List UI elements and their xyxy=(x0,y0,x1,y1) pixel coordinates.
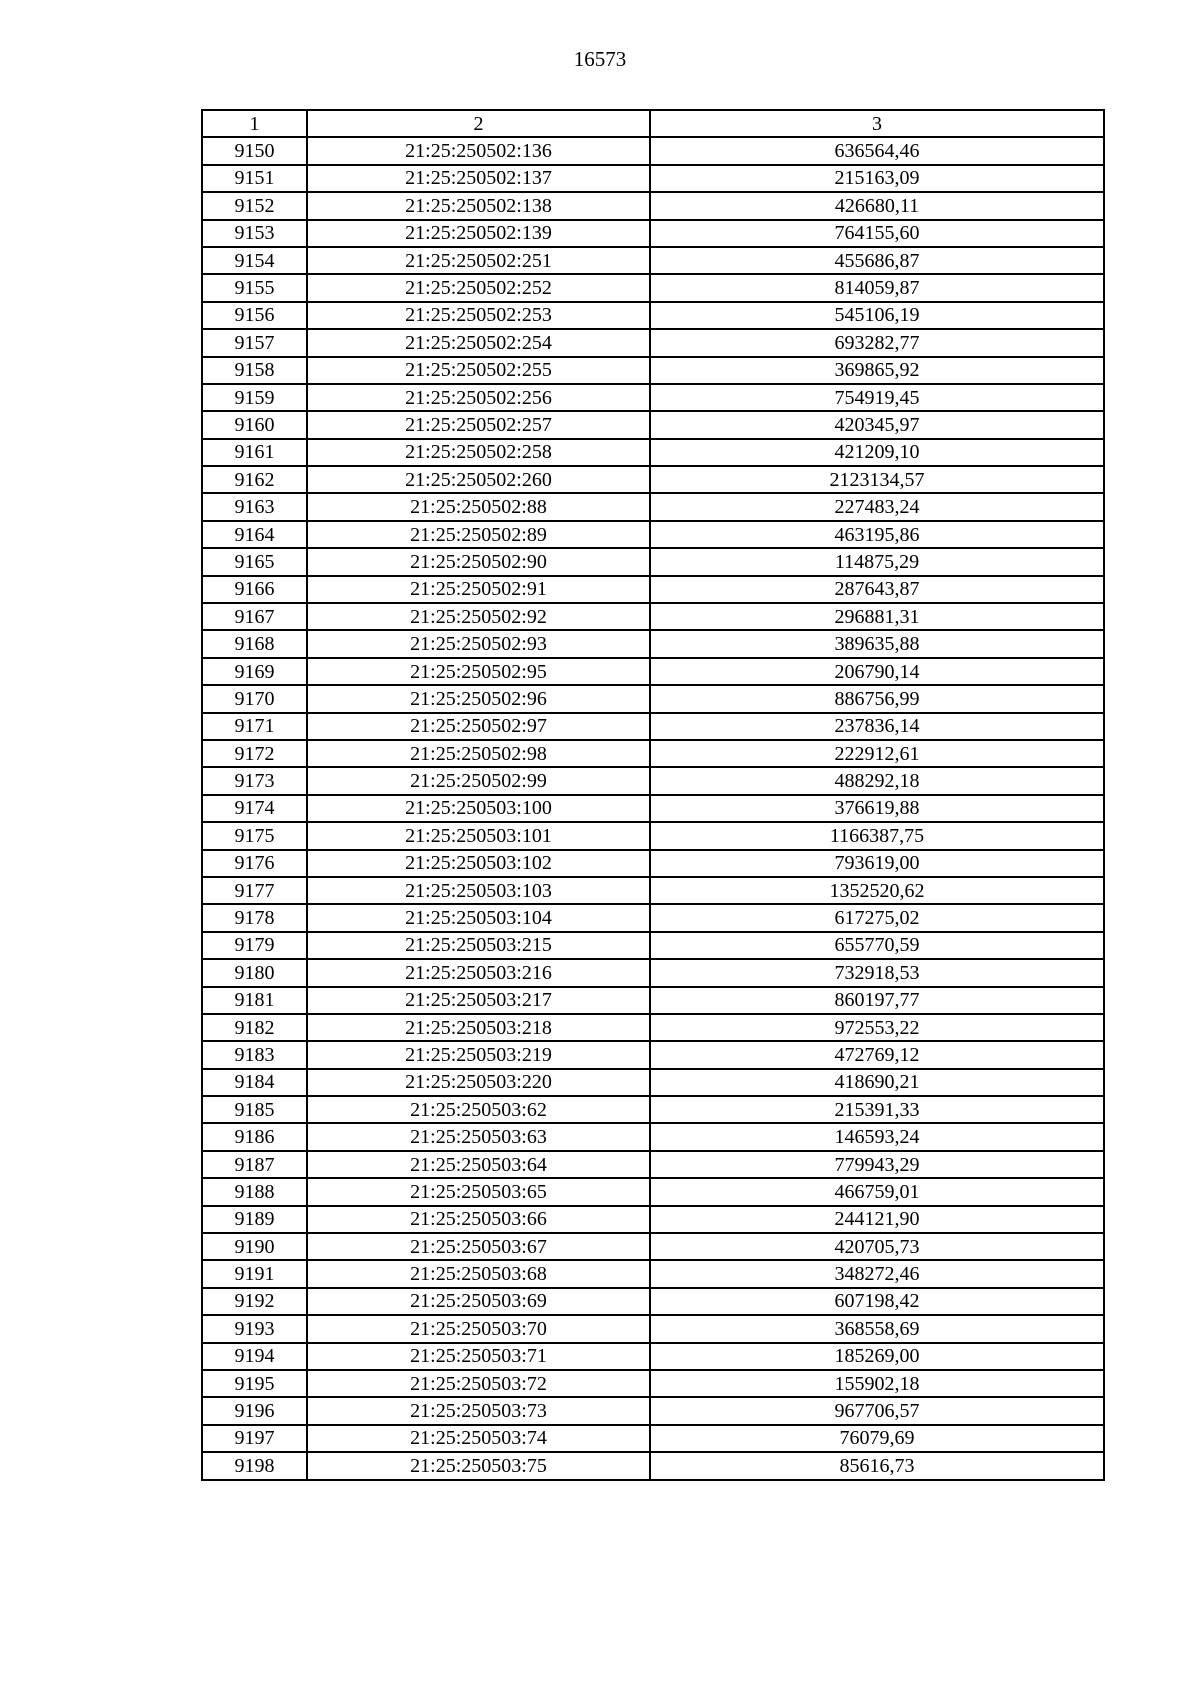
row-number-cell: 9153 xyxy=(202,220,307,247)
table-row xyxy=(202,1041,1104,1068)
column-header-2: 2 xyxy=(307,110,650,137)
row-number-cell: 9172 xyxy=(202,740,307,767)
value-cell: 368558,69 xyxy=(650,1315,1104,1342)
row-number-cell: 9177 xyxy=(202,877,307,904)
row-number-cell: 9162 xyxy=(202,466,307,493)
data-table xyxy=(201,109,1105,1481)
row-number-cell: 9159 xyxy=(202,384,307,411)
table-row xyxy=(202,302,1104,329)
value-cell: 2123134,57 xyxy=(650,466,1104,493)
table-row xyxy=(202,685,1104,712)
cadastral-number-cell: 21:25:250502:253 xyxy=(307,302,650,329)
value-cell: 693282,77 xyxy=(650,329,1104,356)
cadastral-number-cell: 21:25:250502:89 xyxy=(307,521,650,548)
row-number-cell: 9183 xyxy=(202,1041,307,1068)
cadastral-number-cell: 21:25:250503:62 xyxy=(307,1096,650,1123)
table-row xyxy=(202,384,1104,411)
value-cell: 185269,00 xyxy=(650,1343,1104,1370)
cadastral-number-cell: 21:25:250503:75 xyxy=(307,1452,650,1479)
value-cell: 764155,60 xyxy=(650,220,1104,247)
table-row xyxy=(202,1425,1104,1452)
table-row xyxy=(202,713,1104,740)
cadastral-number-cell: 21:25:250503:220 xyxy=(307,1069,650,1096)
column-header-3: 3 xyxy=(650,110,1104,137)
table-row xyxy=(202,795,1104,822)
row-number-cell: 9196 xyxy=(202,1397,307,1424)
column-header-1: 1 xyxy=(202,110,307,137)
row-number-cell: 9187 xyxy=(202,1151,307,1178)
cadastral-number-cell: 21:25:250502:88 xyxy=(307,493,650,520)
cadastral-number-cell: 21:25:250503:66 xyxy=(307,1206,650,1233)
table-row xyxy=(202,932,1104,959)
cadastral-number-cell: 21:25:250502:257 xyxy=(307,411,650,438)
row-number-cell: 9167 xyxy=(202,603,307,630)
table-row xyxy=(202,987,1104,1014)
value-cell: 779943,29 xyxy=(650,1151,1104,1178)
row-number-cell: 9156 xyxy=(202,302,307,329)
table-row xyxy=(202,329,1104,356)
row-number-cell: 9181 xyxy=(202,987,307,1014)
cadastral-number-cell: 21:25:250503:69 xyxy=(307,1288,650,1315)
row-number-cell: 9185 xyxy=(202,1096,307,1123)
cadastral-number-cell: 21:25:250503:65 xyxy=(307,1178,650,1205)
row-number-cell: 9173 xyxy=(202,767,307,794)
row-number-cell: 9165 xyxy=(202,548,307,575)
row-number-cell: 9178 xyxy=(202,904,307,931)
value-cell: 155902,18 xyxy=(650,1370,1104,1397)
table-row xyxy=(202,1452,1104,1479)
value-cell: 793619,00 xyxy=(650,850,1104,877)
row-number-cell: 9150 xyxy=(202,137,307,164)
value-cell: 455686,87 xyxy=(650,247,1104,274)
row-number-cell: 9179 xyxy=(202,932,307,959)
value-cell: 85616,73 xyxy=(650,1452,1104,1479)
cadastral-number-cell: 21:25:250503:102 xyxy=(307,850,650,877)
table-row xyxy=(202,247,1104,274)
cadastral-number-cell: 21:25:250502:256 xyxy=(307,384,650,411)
value-cell: 418690,21 xyxy=(650,1069,1104,1096)
table-body xyxy=(202,137,1104,1479)
table-row xyxy=(202,822,1104,849)
cadastral-number-cell: 21:25:250503:72 xyxy=(307,1370,650,1397)
table-row xyxy=(202,466,1104,493)
value-cell: 617275,02 xyxy=(650,904,1104,931)
cadastral-number-cell: 21:25:250502:92 xyxy=(307,603,650,630)
value-cell: 215391,33 xyxy=(650,1096,1104,1123)
value-cell: 206790,14 xyxy=(650,658,1104,685)
value-cell: 420705,73 xyxy=(650,1233,1104,1260)
value-cell: 215163,09 xyxy=(650,165,1104,192)
table-row xyxy=(202,1014,1104,1041)
cadastral-number-cell: 21:25:250503:103 xyxy=(307,877,650,904)
cadastral-number-cell: 21:25:250502:258 xyxy=(307,439,650,466)
cadastral-number-cell: 21:25:250503:104 xyxy=(307,904,650,931)
table-row xyxy=(202,959,1104,986)
row-number-cell: 9176 xyxy=(202,850,307,877)
cadastral-number-cell: 21:25:250502:255 xyxy=(307,357,650,384)
row-number-cell: 9198 xyxy=(202,1452,307,1479)
table-row xyxy=(202,1069,1104,1096)
value-cell: 1166387,75 xyxy=(650,822,1104,849)
cadastral-number-cell: 21:25:250503:64 xyxy=(307,1151,650,1178)
cadastral-number-cell: 21:25:250503:100 xyxy=(307,795,650,822)
cadastral-number-cell: 21:25:250502:139 xyxy=(307,220,650,247)
table-row xyxy=(202,548,1104,575)
table-row xyxy=(202,850,1104,877)
table-row xyxy=(202,192,1104,219)
cadastral-number-cell: 21:25:250503:215 xyxy=(307,932,650,959)
row-number-cell: 9164 xyxy=(202,521,307,548)
cadastral-number-cell: 21:25:250503:74 xyxy=(307,1425,650,1452)
cadastral-number-cell: 21:25:250502:254 xyxy=(307,329,650,356)
row-number-cell: 9190 xyxy=(202,1233,307,1260)
table-row xyxy=(202,740,1104,767)
table-row xyxy=(202,1343,1104,1370)
cadastral-number-cell: 21:25:250503:73 xyxy=(307,1397,650,1424)
row-number-cell: 9180 xyxy=(202,959,307,986)
value-cell: 296881,31 xyxy=(650,603,1104,630)
cadastral-number-cell: 21:25:250502:252 xyxy=(307,274,650,301)
value-cell: 732918,53 xyxy=(650,959,1104,986)
cadastral-number-cell: 21:25:250503:71 xyxy=(307,1343,650,1370)
cadastral-number-cell: 21:25:250502:137 xyxy=(307,165,650,192)
value-cell: 287643,87 xyxy=(650,576,1104,603)
value-cell: 967706,57 xyxy=(650,1397,1104,1424)
cadastral-number-cell: 21:25:250502:251 xyxy=(307,247,650,274)
row-number-cell: 9194 xyxy=(202,1343,307,1370)
row-number-cell: 9155 xyxy=(202,274,307,301)
cadastral-number-cell: 21:25:250502:97 xyxy=(307,713,650,740)
table-row xyxy=(202,1260,1104,1287)
row-number-cell: 9184 xyxy=(202,1069,307,1096)
table-row xyxy=(202,767,1104,794)
table-row xyxy=(202,1370,1104,1397)
row-number-cell: 9175 xyxy=(202,822,307,849)
table-row xyxy=(202,411,1104,438)
table-row xyxy=(202,630,1104,657)
value-cell: 389635,88 xyxy=(650,630,1104,657)
table-row xyxy=(202,1233,1104,1260)
row-number-cell: 9154 xyxy=(202,247,307,274)
cadastral-number-cell: 21:25:250503:67 xyxy=(307,1233,650,1260)
cadastral-number-cell: 21:25:250503:68 xyxy=(307,1260,650,1287)
row-number-cell: 9195 xyxy=(202,1370,307,1397)
row-number-cell: 9170 xyxy=(202,685,307,712)
row-number-cell: 9188 xyxy=(202,1178,307,1205)
value-cell: 426680,11 xyxy=(650,192,1104,219)
value-cell: 607198,42 xyxy=(650,1288,1104,1315)
value-cell: 636564,46 xyxy=(650,137,1104,164)
table-row xyxy=(202,1206,1104,1233)
value-cell: 114875,29 xyxy=(650,548,1104,575)
row-number-cell: 9197 xyxy=(202,1425,307,1452)
cadastral-number-cell: 21:25:250502:136 xyxy=(307,137,650,164)
table-row xyxy=(202,137,1104,164)
table-row xyxy=(202,1288,1104,1315)
value-cell: 886756,99 xyxy=(650,685,1104,712)
cadastral-number-cell: 21:25:250502:90 xyxy=(307,548,650,575)
cadastral-number-cell: 21:25:250502:260 xyxy=(307,466,650,493)
row-number-cell: 9152 xyxy=(202,192,307,219)
cadastral-number-cell: 21:25:250502:93 xyxy=(307,630,650,657)
value-cell: 222912,61 xyxy=(650,740,1104,767)
row-number-cell: 9192 xyxy=(202,1288,307,1315)
table-row xyxy=(202,1151,1104,1178)
value-cell: 376619,88 xyxy=(650,795,1104,822)
row-number-cell: 9189 xyxy=(202,1206,307,1233)
row-number-cell: 9160 xyxy=(202,411,307,438)
row-number-cell: 9171 xyxy=(202,713,307,740)
table-row xyxy=(202,493,1104,520)
cadastral-number-cell: 21:25:250502:98 xyxy=(307,740,650,767)
table-row xyxy=(202,1397,1104,1424)
cadastral-number-cell: 21:25:250503:218 xyxy=(307,1014,650,1041)
table-row xyxy=(202,165,1104,192)
row-number-cell: 9161 xyxy=(202,439,307,466)
value-cell: 754919,45 xyxy=(650,384,1104,411)
row-number-cell: 9157 xyxy=(202,329,307,356)
cadastral-number-cell: 21:25:250503:217 xyxy=(307,987,650,1014)
table-row xyxy=(202,877,1104,904)
value-cell: 421209,10 xyxy=(650,439,1104,466)
header-row xyxy=(202,110,1104,137)
cadastral-number-cell: 21:25:250502:91 xyxy=(307,576,650,603)
value-cell: 814059,87 xyxy=(650,274,1104,301)
row-number-cell: 9168 xyxy=(202,630,307,657)
row-number-cell: 9158 xyxy=(202,357,307,384)
value-cell: 655770,59 xyxy=(650,932,1104,959)
row-number-cell: 9151 xyxy=(202,165,307,192)
value-cell: 860197,77 xyxy=(650,987,1104,1014)
value-cell: 227483,24 xyxy=(650,493,1104,520)
row-number-cell: 9193 xyxy=(202,1315,307,1342)
cadastral-number-cell: 21:25:250502:96 xyxy=(307,685,650,712)
table-row xyxy=(202,1123,1104,1150)
cadastral-number-cell: 21:25:250503:216 xyxy=(307,959,650,986)
cadastral-number-cell: 21:25:250503:219 xyxy=(307,1041,650,1068)
value-cell: 76079,69 xyxy=(650,1425,1104,1452)
value-cell: 1352520,62 xyxy=(650,877,1104,904)
cadastral-number-cell: 21:25:250502:138 xyxy=(307,192,650,219)
value-cell: 146593,24 xyxy=(650,1123,1104,1150)
table-row xyxy=(202,658,1104,685)
row-number-cell: 9166 xyxy=(202,576,307,603)
table-row xyxy=(202,1315,1104,1342)
value-cell: 972553,22 xyxy=(650,1014,1104,1041)
row-number-cell: 9182 xyxy=(202,1014,307,1041)
table-row xyxy=(202,1096,1104,1123)
table-row xyxy=(202,274,1104,301)
row-number-cell: 9191 xyxy=(202,1260,307,1287)
value-cell: 488292,18 xyxy=(650,767,1104,794)
row-number-cell: 9174 xyxy=(202,795,307,822)
value-cell: 545106,19 xyxy=(650,302,1104,329)
value-cell: 472769,12 xyxy=(650,1041,1104,1068)
table-row xyxy=(202,603,1104,630)
row-number-cell: 9163 xyxy=(202,493,307,520)
value-cell: 237836,14 xyxy=(650,713,1104,740)
table-row xyxy=(202,1178,1104,1205)
value-cell: 348272,46 xyxy=(650,1260,1104,1287)
value-cell: 369865,92 xyxy=(650,357,1104,384)
table-row xyxy=(202,220,1104,247)
cadastral-number-cell: 21:25:250503:101 xyxy=(307,822,650,849)
value-cell: 466759,01 xyxy=(650,1178,1104,1205)
value-cell: 244121,90 xyxy=(650,1206,1104,1233)
table-row xyxy=(202,576,1104,603)
cadastral-number-cell: 21:25:250502:95 xyxy=(307,658,650,685)
cadastral-number-cell: 21:25:250503:63 xyxy=(307,1123,650,1150)
cadastral-number-cell: 21:25:250502:99 xyxy=(307,767,650,794)
table-row xyxy=(202,904,1104,931)
table-header xyxy=(202,110,1104,137)
value-cell: 420345,97 xyxy=(650,411,1104,438)
value-cell: 463195,86 xyxy=(650,521,1104,548)
row-number-cell: 9186 xyxy=(202,1123,307,1150)
row-number-cell: 9169 xyxy=(202,658,307,685)
cadastral-number-cell: 21:25:250503:70 xyxy=(307,1315,650,1342)
table-row xyxy=(202,521,1104,548)
table-row xyxy=(202,439,1104,466)
table-row xyxy=(202,357,1104,384)
page-number: 16573 xyxy=(573,47,627,71)
